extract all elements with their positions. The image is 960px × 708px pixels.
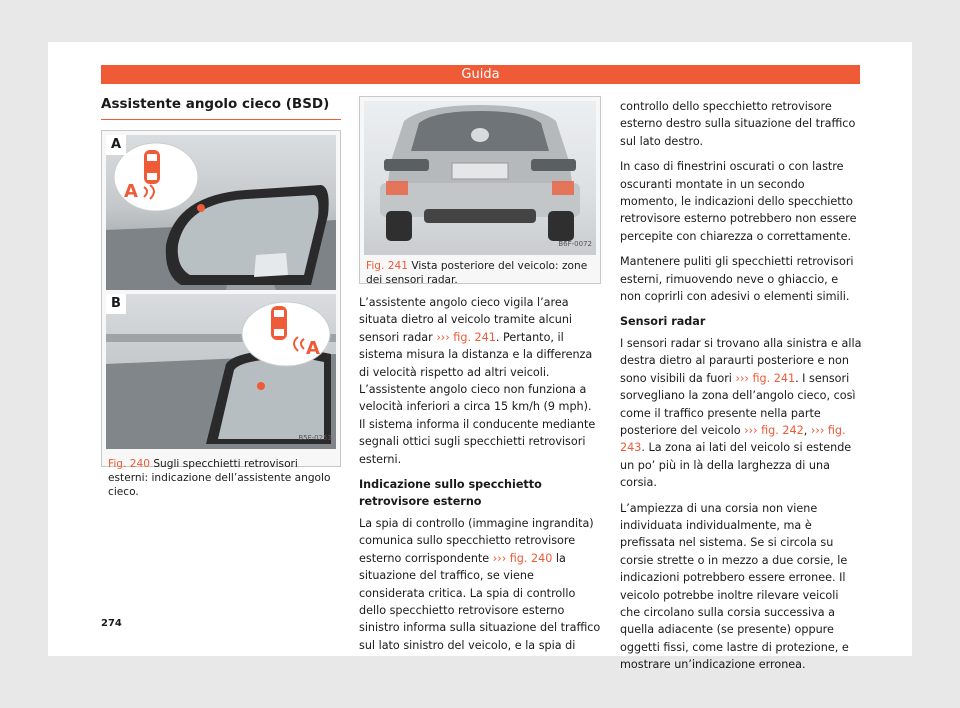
mirror-illustration-b — [106, 294, 336, 449]
paragraph-lane-width: L’ampiezza di una corsia non viene individuata individualmente, ma è prefissata nel sistema. Se si circola su corsie strette o in mezzo a due corsie, le indicazioni potrebbero essere erronee. Il veicolo potrebbe inoltre rilevare veicoli che circolano sulla corsia successiva a quella adiacente (se presente) oppure oggetti fissi, come lastre di protezione, e mostrare un’indicazione erronea. — [620, 501, 849, 672]
svg-text:A: A — [124, 181, 138, 203]
figure-241 — [359, 96, 601, 284]
paragraph-keep-clean: Mantenere puliti gli specchietti retrovisori esterni, rimuovendo neve o ghiaccio, e non coprirli con adesivi o elementi simili. — [620, 255, 854, 304]
caption-text: Vista posteriore del veicolo: zone dei sensori radar. — [366, 260, 588, 286]
fig-243-link[interactable]: ››› fig. 243 — [620, 423, 846, 455]
page-number: 274 — [101, 618, 122, 629]
column-middle — [359, 96, 601, 662]
figure-240 — [101, 130, 341, 499]
figure-240-panel-b — [106, 294, 336, 449]
figure-code: B5F-0253 — [298, 434, 332, 442]
subheading-mirror-indicator: Indicazione sullo specchietto retrovisore esterno — [359, 478, 542, 509]
subheading-radar-sensors: Sensori radar — [620, 315, 706, 329]
figure-number: Fig. 241 — [366, 260, 408, 272]
chapter-header — [101, 65, 860, 84]
paragraph-continued: controllo dello specchietto retrovisore esterno destro sulla situazione del traffico sul lato destro. — [620, 100, 856, 148]
fig-241-link[interactable]: ››› fig. 241 — [436, 330, 496, 344]
figure-241-image — [364, 101, 596, 255]
car-rear-illustration — [364, 101, 596, 255]
figure-number: Fig. 240 — [108, 458, 150, 471]
fig-242-link[interactable]: ››› fig. 242 — [744, 423, 804, 437]
paragraph-tinted-windows: In caso di finestrini oscurati o con lastre oscuranti montate in un secondo momento, le indicazioni dello specchietto retrovisore esterno potrebbero non essere percepite con chiarezza o correttamente. — [620, 160, 857, 243]
svg-text:A: A — [306, 338, 320, 360]
caption-text: Sugli specchietti retrovisori esterni: indicazione dell’assistente angolo cieco. — [108, 458, 331, 499]
panel-label-b: B — [106, 294, 126, 314]
figure-240-caption — [106, 453, 336, 499]
paragraph-intro: L’assistente angolo cieco vigila l’area situata dietro al veicolo tramite alcuni sensori radar ››› fig. 241. Pertanto, il sistema misura la distanza e la differenza di velocità rispetto ad altri veicoli. L’assistente angolo cieco non funziona a velocità inferiori a circa 15 km/h (9 mph). Il sistema informa il conducente mediante segnali ottici sugli specchietti retrovisori esterni. — [359, 296, 596, 466]
chapter-title: Guida — [461, 67, 500, 82]
fig-241-link[interactable]: ››› fig. 241 — [735, 371, 796, 385]
paragraph-radar-sensors: I sensori radar si trovano alla sinistra e alla destra dietro al paraurti posteriore e non sono visibili da fuori ››› fig. 241. I sensori sorvegliano la zona dell’angolo cieco, così come il traffico presente nella parte posteriore del veicolo ››› fig. 242, ››› fig. 243. La zona ai lati del veicolo si estende un po’ più in là della larghezza di una corsia. — [620, 336, 862, 490]
figure-code: B6F-0072 — [558, 239, 592, 248]
mirror-illustration-a — [106, 135, 336, 290]
panel-label-a: A — [106, 135, 126, 155]
paragraph-mirror-indicator: La spia di controllo (immagine ingrandita) comunica sullo specchietto retrovisore esterno corrispondente ››› fig. 240 la situazione del traffico, se viene considerata critica. La spia di controllo dello specchietto retrovisore esterno sinistro informa sulla situazione del traffico sul lato sinistro del veicolo, e la spia di — [359, 516, 601, 652]
column-right — [620, 98, 862, 682]
figure-240-panel-a — [106, 135, 336, 290]
section-title: Assistente angolo cieco (BSD) — [101, 96, 341, 120]
figure-241-caption — [364, 255, 596, 287]
fig-240-link[interactable]: ››› fig. 240 — [492, 551, 553, 565]
column-left — [101, 96, 341, 499]
